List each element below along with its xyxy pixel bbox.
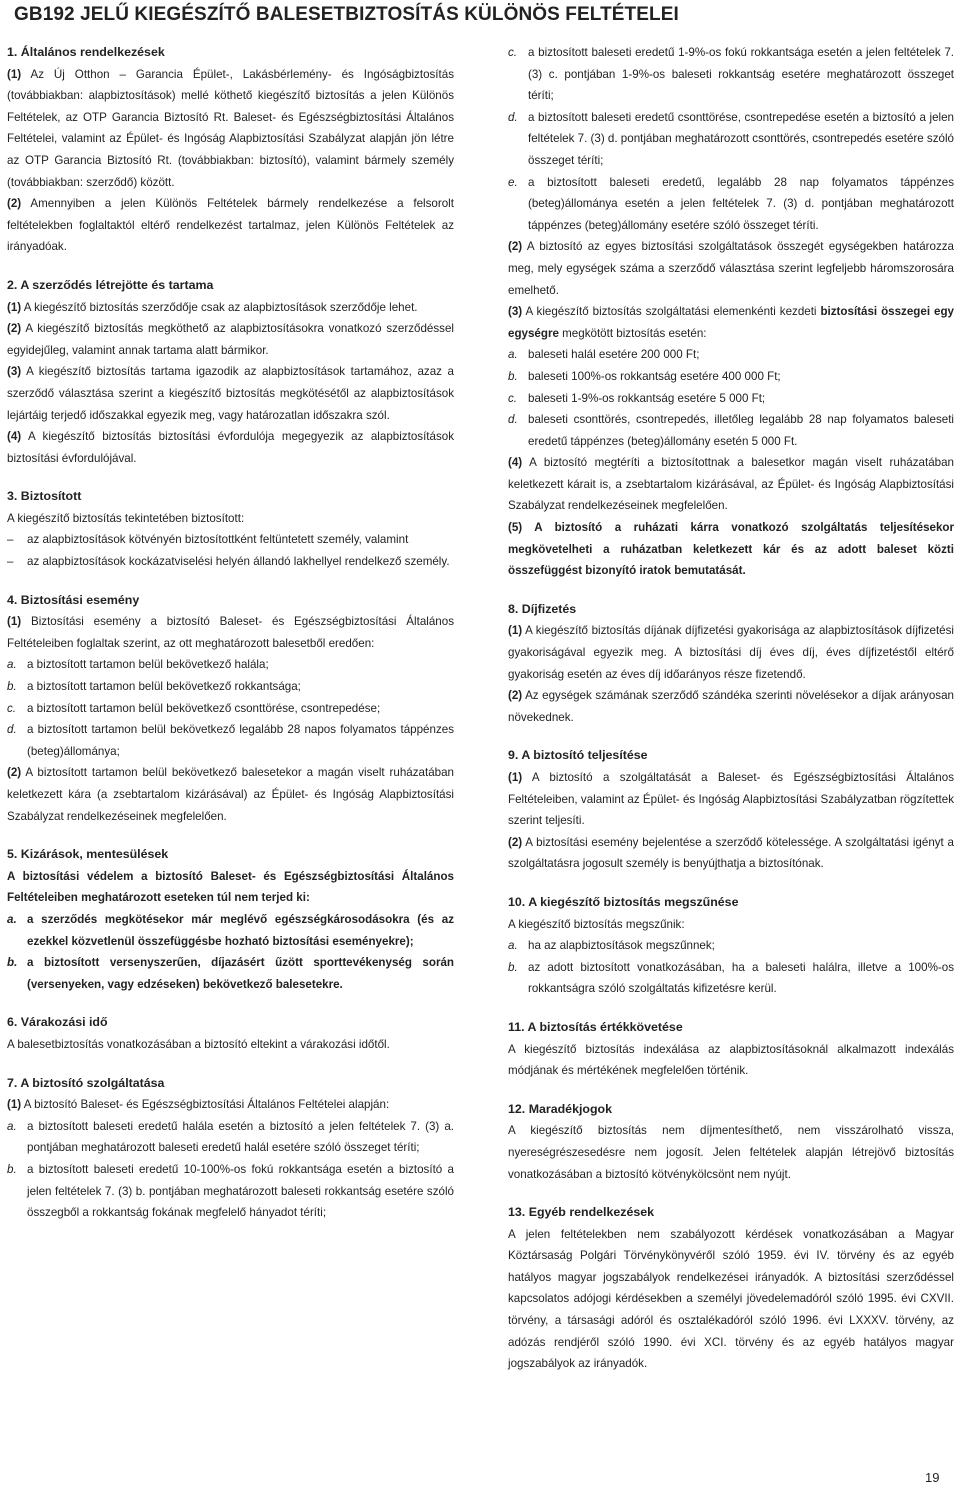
section	[7, 275, 454, 469]
item-list	[7, 654, 454, 762]
item-list	[508, 42, 954, 236]
item-text: a szerződés megkötésekor már meglévő egészségkárosodásokra (és az ezekkel közvetlenül összefüggésbe hozható biztosítási eseményekre);	[27, 912, 454, 948]
right-column	[508, 42, 954, 1375]
list-item	[7, 551, 454, 573]
item-list	[7, 529, 454, 572]
item-text: az alapbiztosítások kockázatviselési helyén állandó lakhellyel rendelkező személy.	[27, 555, 450, 569]
list-item	[508, 344, 954, 366]
section	[508, 745, 954, 875]
section-number: 12.	[508, 1101, 526, 1116]
item-text: a biztosított baleseti eredetű csonttörése, csontrepedése esetén a biztosító a jelen feltételek 7. (3) d. pontjában meghatározott csonttörés, csontrepedés esetére szóló összeget téríti;	[528, 110, 954, 167]
list-item	[508, 172, 954, 237]
item-marker: b.	[7, 1162, 17, 1176]
paragraph	[508, 620, 954, 685]
section	[7, 1012, 454, 1055]
item-marker: c.	[7, 701, 17, 715]
paragraph-text: A biztosítási esemény bejelentése a szerződő kötelessége. A szolgáltatási igényt a szolgáltatásra jogosult személy is benyújthatja a biztosítónak.	[508, 835, 954, 871]
paragraph-text: A kiegészítő biztosítás biztosítási évfordulója megegyezik az alapbiztosítások biztosítási évfordulójával.	[7, 430, 454, 465]
item-marker: d.	[508, 110, 518, 124]
paragraph-number: (3)	[7, 365, 22, 379]
section-number: 7.	[7, 1075, 18, 1090]
list-item	[7, 909, 454, 952]
paragraph-number: (2)	[508, 835, 523, 849]
paragraph-text: A kiegészítő biztosítás megszűnik:	[508, 917, 685, 931]
paragraph	[508, 301, 954, 344]
paragraph-text: A biztosító a ruházati kárra vonatkozó szolgáltatás teljesítésekor megkövetelheti a ruházatban keletkezett kár és az adott baleset közti összefüggést bizonyító iratok bemutatását.	[508, 521, 955, 578]
paragraph	[508, 1224, 954, 1375]
paragraph-text: A kiegészítő biztosítás tekintetében biztosított:	[7, 511, 245, 525]
item-text: baleseti 1-9%-os rokkantság esetére 5 000 Ft;	[528, 391, 766, 405]
paragraph-text: A kiegészítő biztosítás indexálása az alapbiztosításoknál alkalmazott indexálás módjának és mértékének megfelelően történik.	[508, 1042, 954, 1078]
list-item	[508, 935, 954, 957]
list-item	[7, 529, 454, 551]
paragraph-text: Az egységek számának szerződő szándéka szerinti növelésekor a díjak arányosan növekednek.	[508, 689, 954, 724]
paragraph-number: (2)	[7, 197, 22, 211]
list-item	[508, 409, 954, 452]
paragraph	[7, 1094, 454, 1116]
item-marker: b.	[7, 956, 18, 970]
list-item	[508, 42, 954, 107]
paragraph-text: A kiegészítő biztosítás megköthető az alapbiztosításokra vonatkozó szerződéssel egyidejűleg, valamint annak tartama alatt bármikor.	[7, 322, 454, 357]
paragraph-text: A kiegészítő biztosítás tartama igazodik az alapbiztosítások tartamához, azaz a szerződő választása szerint a kiegészítő biztosítás megkötésétől az alapbiztosítások lejártáig terjedő időszakkal egyezik meg, vagy határozatlan időszakra szól.	[7, 365, 454, 422]
section-number: 4.	[7, 592, 18, 607]
paragraph	[7, 193, 454, 258]
paragraph-text: A biztosítási védelem a biztosító Baleset- és Egészségbiztosítási Általános Feltételeiben meghatározott eseteken túl nem terjed ki:	[7, 869, 454, 905]
paragraph-text: A kiegészítő biztosítás nem díjmentesíthető, nem visszárolható vissza, nyereségrészesedésre nem jogosít. Jelen feltételek alapján létrejövő biztosítás vonatkozásában a biztosító kötvénykölcsönt nem nyújt.	[508, 1124, 954, 1181]
paragraph-text: A kiegészítő biztosítás szerződője csak az alapbiztosítások szerződője lehet.	[23, 300, 418, 314]
paragraph	[7, 297, 454, 319]
section-number: 11.	[508, 1019, 525, 1034]
item-marker: a.	[7, 912, 17, 926]
item-marker: c.	[508, 46, 518, 59]
paragraph-number: (1)	[7, 615, 22, 629]
item-text: baleseti csonttörés, csontrepedés, illetőleg legalább 28 nap folyamatos baleseti eredetű táppénzes (beteg)állomány esetén 5 000 Ft.	[528, 413, 954, 448]
paragraph-number: (1)	[508, 771, 523, 784]
section-number: 9.	[508, 748, 519, 763]
item-text: a biztosított baleseti eredetű, legalább 28 nap folyamatos táppénzes (beteg)állománya esetén a jelen feltételek 7. (3) d. pontjában meghatározott táppénzes (beteg)állomány esetére szóló összeget téríti.	[528, 175, 954, 232]
section-title	[7, 275, 454, 297]
list-item	[7, 1116, 454, 1159]
section-title-text: Várakozási idő	[20, 1015, 108, 1030]
paragraph-text: A kiegészítő biztosítás szolgáltatási elemenkénti kezdeti	[525, 305, 821, 319]
section-number: 13.	[508, 1205, 526, 1220]
paragraph-text: A biztosító Baleset- és Egészségbiztosítási Általános Feltételei alapján:	[23, 1098, 390, 1112]
paragraph	[508, 1039, 954, 1082]
paragraph	[508, 517, 954, 582]
item-marker: b.	[7, 680, 17, 694]
item-marker: e.	[508, 175, 518, 189]
section-title-text: Díjfizetés	[521, 601, 577, 616]
section-title-text: A szerződés létrejötte és tartama	[20, 277, 214, 292]
list-item	[508, 957, 954, 1000]
item-marker: d.	[508, 413, 518, 427]
section-title-text: Általános rendelkezések	[20, 45, 165, 59]
item-text: a biztosított baleseti eredetű 10-100%-os fokú rokkantsága esetén a biztosító a jelen feltételek 7. (3) b. pontjában meghatározott baleseti rokkantság esetére szóló összegből a rokkantság fokának megfelelő hányadot téríti;	[27, 1162, 454, 1220]
section-number: 2.	[7, 277, 18, 292]
paragraph	[508, 914, 954, 936]
item-text: a biztosított tartamon belül bekövetkező csonttörése, csontrepedése;	[27, 701, 381, 715]
section	[7, 844, 454, 995]
section-number: 10.	[508, 894, 526, 909]
section	[7, 590, 454, 828]
paragraph	[7, 1034, 454, 1056]
section-title	[508, 1099, 954, 1121]
item-marker: a.	[508, 348, 518, 362]
section-number: 3.	[7, 489, 18, 504]
section-number: 8.	[508, 601, 519, 616]
paragraph	[508, 236, 954, 301]
list-item	[508, 107, 954, 172]
paragraph-text: A biztosító megtéríti a biztosítottnak a balesetkor magán viselt ruházatában keletkezett kárait is, a zsebtartalom kizárásával, az Épület- és Ingóság Alapbiztosítási Szabályzat rendelkezéseinek megfelelően.	[508, 456, 954, 513]
paragraph	[508, 685, 954, 728]
paragraph-number: (1)	[508, 624, 523, 638]
section-title	[508, 1202, 954, 1224]
paragraph	[7, 508, 454, 530]
paragraph-text: Amennyiben a jelen Különös Feltételek bármely rendelkezése a felsorolt feltételekben foglaltaktól eltérő rendelkezést tartalmaz, jelen Különös Feltételek az irányadóak.	[7, 197, 454, 254]
item-marker: a.	[7, 658, 17, 672]
paragraph-number: (1)	[7, 300, 22, 314]
paragraph	[508, 832, 954, 875]
left-column	[7, 42, 454, 1224]
paragraph-text: A balesetbiztosítás vonatkozásában a biztosító eltekint a várakozási időtől.	[7, 1037, 390, 1051]
item-marker: b.	[508, 960, 518, 974]
section-title	[7, 486, 454, 508]
section	[508, 42, 954, 582]
paragraph-number: (1)	[7, 67, 22, 81]
item-text: a biztosított baleseti eredetű halála esetén a biztosító a jelen feltételek 7. (3) a. pontjában meghatározott baleseti eredetű halál esetére szóló összeget téríti;	[27, 1119, 454, 1155]
paragraph-text: A kiegészítő biztosítás díjának díjfizetési gyakorisága az alapbiztosítások díjfizetési gyakoriságával egyezik meg. A biztosítási díj éves díj, éves díjfizetéstől eltérő gyakoriság esetén az éves díj időarányos része fizetendő.	[508, 624, 954, 681]
paragraph	[7, 426, 454, 469]
paragraph-number: (1)	[7, 1098, 22, 1112]
section	[508, 599, 954, 729]
section-title	[508, 1017, 954, 1039]
paragraph	[7, 866, 454, 909]
paragraph-text-bold: biztosítási összegei egy egységre	[508, 305, 954, 340]
paragraph-text: A biztosító az egyes biztosítási szolgáltatások összegét egységekben határozza meg, mely egységek száma a szerződő választása szerint legfeljebb háromszorosára emelhető.	[508, 240, 954, 297]
paragraph-number: (4)	[508, 456, 523, 470]
item-text: a biztosított versenyszerűen, díjazásért űzött sporttevékenység során (versenyeken, vagy edzéseken) bekövetkező balesetekre.	[27, 956, 454, 991]
paragraph-text: Az Új Otthon – Garancia Épület-, Lakásbérlemény- és Ingóságbiztosítás (továbbiakban: alapbiztosítások) mellé köthető kiegészítő biztosítás a jelen Különös Feltételek, az OTP Garancia Biztosító Rt. Baleset- és Egészségbiztosítási Általános Feltételei, valamint az Épület- és Ingóság Alapbiztosítási Szabályzat alapján jön létre az OTP Garancia Biztosító Rt. (továbbiakban: biztosító), valamint bármely személy (továbbiakban: szerződő) között.	[7, 67, 454, 189]
item-text: a biztosított tartamon belül bekövetkező rokkantsága;	[27, 680, 301, 694]
section-title	[7, 1073, 454, 1095]
section-title-text: A biztosítás értékkövetése	[527, 1019, 683, 1034]
section-number: 5.	[7, 847, 18, 862]
item-list	[7, 1116, 454, 1224]
section-number: 1.	[7, 45, 18, 59]
section-title-text: Biztosítási esemény	[20, 592, 140, 607]
document-title: GB192 JELŰ KIEGÉSZÍTŐ BALESETBIZTOSÍTÁS KÜLÖNÖS FELTÉTELEI	[14, 4, 679, 25]
section	[508, 1202, 954, 1375]
paragraph-number: (2)	[508, 240, 523, 254]
list-item	[508, 388, 954, 410]
list-item	[7, 952, 454, 995]
section-title-text: Biztosított	[20, 489, 82, 504]
section-title	[7, 1012, 454, 1034]
section-title-text: Maradékjogok	[528, 1101, 613, 1116]
section	[7, 486, 454, 572]
paragraph	[7, 361, 454, 426]
section	[7, 1073, 454, 1224]
item-list	[7, 909, 454, 995]
list-item	[7, 676, 454, 698]
section-title	[7, 42, 454, 64]
paragraph-number: (2)	[7, 322, 22, 336]
item-text: az alapbiztosítások kötvényén biztosítottként feltüntetett személy, valamint	[27, 533, 409, 547]
section	[508, 1017, 954, 1082]
paragraph-text: A jelen feltételekben nem szabályozott kérdések vonatkozásában a Magyar Köztársaság Polgári Törvénykönyvéről szóló 1959. évi IV. törvény és az egyéb hatályos magyar jogszabályok rendelkezései irányadók. A biztosítási szerződéssel kapcsolatos adójogi kérdésekben a személyi jövedelemadóról szóló 1995. évi CXVII. törvény, a társasági adóról és osztalékadóról szóló 1996. évi LXXXV. törvény, az adózás rendjéről szóló 1990. évi XCI. törvény és az egyéb hatályos magyar jogszabályok az irányadók.	[508, 1227, 954, 1371]
section-title	[508, 599, 954, 621]
section	[7, 42, 454, 258]
paragraph	[508, 767, 954, 832]
section-title-text: A biztosító szolgáltatása	[20, 1075, 165, 1090]
item-marker: c.	[508, 391, 518, 405]
item-text: a biztosított tartamon belül bekövetkező halála;	[27, 658, 269, 672]
paragraph	[7, 64, 454, 194]
item-text: baleseti 100%-os rokkantság esetére 400 000 Ft;	[528, 369, 781, 383]
paragraph-text: megkötött biztosítás esetén:	[558, 326, 707, 340]
paragraph	[7, 611, 454, 654]
paragraph-text: A biztosított tartamon belül bekövetkező balesetekor a magán viselt ruházatában keletkezett kára (a zsebtartalom kizárásával) az Épület- és Ingóság Alapbiztosítási Szabályzat rendelkezéseinek megfelelően.	[7, 766, 454, 823]
paragraph-text: A biztosító a szolgáltatását a Baleset- és Egészségbiztosítási Általános Feltételeiben, valamint az Épület- és Ingóság Alapbiztosítási Szabályzatban rögzítettek szerint teljesíti.	[508, 771, 954, 828]
section	[508, 1099, 954, 1185]
paragraph	[508, 452, 954, 517]
paragraph-number: (5)	[508, 521, 523, 535]
section-title-text: A biztosító teljesítése	[521, 748, 648, 763]
item-text: a biztosított baleseti eredetű 1-9%-os fokú rokkantsága esetén a jelen feltételek 7. (3) c. pontjában 1-9%-os baleseti rokkantság esetére meghatározott összeget téríti;	[528, 46, 954, 103]
item-list	[508, 935, 954, 1000]
paragraph-number: (2)	[7, 766, 22, 780]
list-item	[7, 654, 454, 676]
list-item	[508, 366, 954, 388]
paragraph-number: (4)	[7, 430, 22, 444]
section-title-text: Egyéb rendelkezések	[528, 1205, 655, 1220]
item-text: az adott biztosított vonatkozásában, ha a baleseti halálra, illetve a 100%-os rokkantságra szóló szolgáltatás kifizetésre kerül.	[528, 960, 954, 996]
paragraph-number: (3)	[508, 305, 523, 319]
item-text: ha az alapbiztosítások megszűnnek;	[528, 939, 715, 953]
page-number: 19	[925, 1470, 940, 1485]
item-marker: a.	[7, 1119, 17, 1133]
paragraph	[508, 1120, 954, 1185]
section-title	[508, 745, 954, 767]
item-marker: b.	[508, 369, 518, 383]
paragraph-text: Biztosítási esemény a biztosító Baleset- és Egészségbiztosítási Általános Feltételeiben foglaltak szerint, az ott meghatározott balesetből eredően:	[7, 615, 455, 650]
item-marker: –	[7, 533, 14, 547]
section-number: 6.	[7, 1015, 18, 1030]
item-marker: d.	[7, 723, 17, 737]
paragraph	[7, 762, 454, 827]
section-title	[7, 844, 454, 866]
section-title	[508, 892, 954, 914]
list-item	[7, 719, 454, 762]
item-marker: a.	[508, 939, 518, 953]
section-title-text: A kiegészítő biztosítás megszűnése	[528, 894, 739, 909]
list-item	[7, 1159, 454, 1224]
paragraph-number: (2)	[508, 689, 523, 703]
item-text: baleseti halál esetére 200 000 Ft;	[528, 348, 700, 362]
item-marker: –	[7, 555, 14, 569]
paragraph	[7, 318, 454, 361]
item-list	[508, 344, 954, 452]
list-item	[7, 698, 454, 720]
section-title-text: Kizárások, mentesülések	[20, 847, 169, 862]
section	[508, 892, 954, 1000]
item-text: a biztosított tartamon belül bekövetkező legalább 28 napos folyamatos táppénzes (beteg)állománya;	[27, 723, 454, 758]
section-title	[7, 590, 454, 612]
